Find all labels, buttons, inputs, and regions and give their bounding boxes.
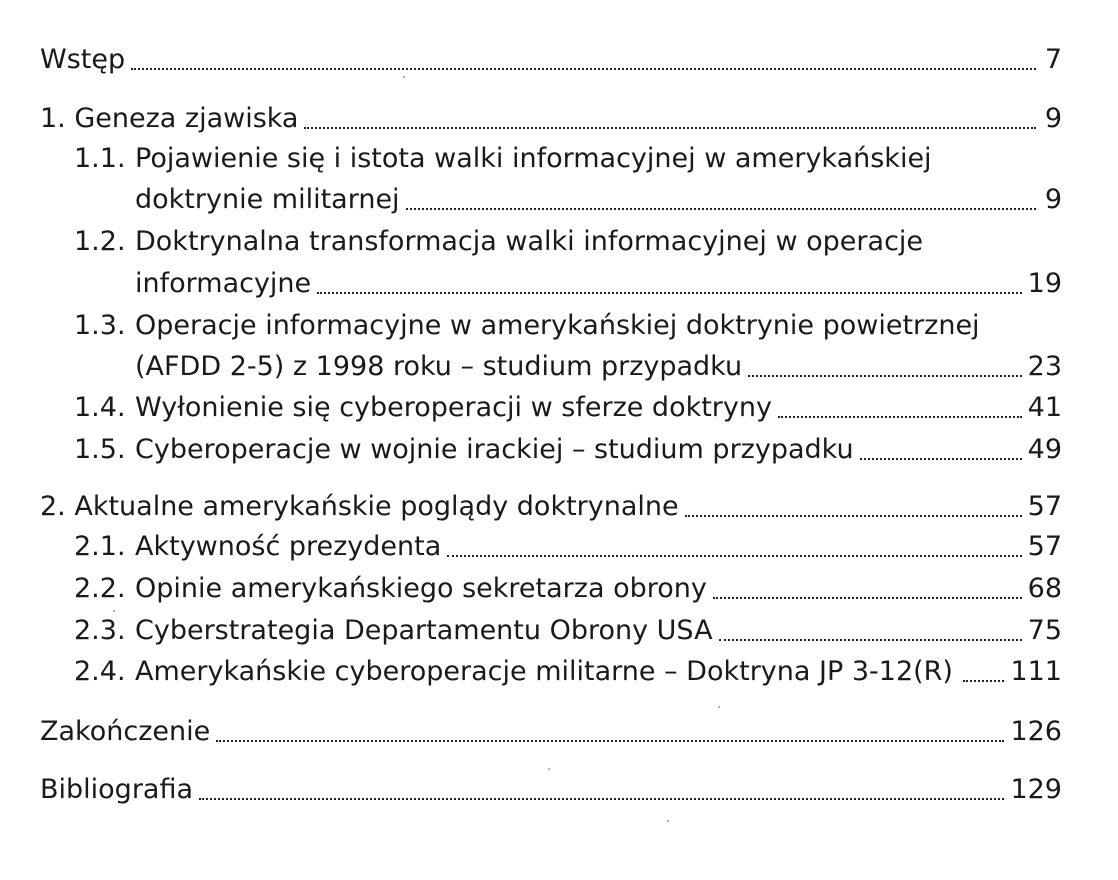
scan-speck xyxy=(113,610,115,612)
toc-section-number: 1.3. xyxy=(74,310,126,341)
scan-speck xyxy=(548,768,550,770)
dot-leader xyxy=(719,639,1022,641)
toc-page-number: 9 xyxy=(1044,184,1062,215)
toc-entry-title: Opinie amerykańskiego sekretarza obrony xyxy=(135,573,707,604)
dot-leader xyxy=(406,208,1036,210)
toc-entry-title: Zakończenie xyxy=(40,716,211,747)
toc-page-number: 7 xyxy=(1044,44,1062,75)
toc-page-number: 111 xyxy=(1010,656,1062,687)
dot-leader xyxy=(216,740,1004,742)
scan-speck xyxy=(403,76,405,78)
toc-entry-section-1-1 xyxy=(135,180,1062,220)
toc-page-number: 49 xyxy=(1027,434,1062,465)
toc-entry-title: Wstęp xyxy=(40,44,126,75)
toc-entry-title: Pojawienie się i istota walki informacyjnej w amerykańskiej xyxy=(135,143,932,174)
toc-section-number: 2.1. xyxy=(74,531,126,562)
toc-entry-conclusion xyxy=(40,712,1062,752)
toc-entry-section-2-4 xyxy=(135,652,1062,692)
toc-entry-title: Aktywność prezydenta xyxy=(135,531,442,562)
toc-page-number: 75 xyxy=(1027,615,1062,646)
toc-page-number: 41 xyxy=(1027,392,1062,423)
toc-entry-section-1-1-line1 xyxy=(135,139,1065,179)
dot-leader xyxy=(713,597,1022,599)
toc-entry-chapter-1 xyxy=(40,99,1062,139)
toc-entry-section-1-4 xyxy=(135,388,1062,428)
toc-entry-section-2-3 xyxy=(135,611,1062,651)
toc-section-number: 1.2. xyxy=(74,226,126,257)
toc-entry-title: 1. Geneza zjawiska xyxy=(40,103,299,134)
toc-entry-title-cont: doktrynie militarnej xyxy=(135,184,400,215)
toc-entry-title: Cyberstrategia Departamentu Obrony USA xyxy=(135,615,713,646)
dot-leader xyxy=(304,127,1036,129)
toc-section-number: 1.1. xyxy=(74,143,126,174)
toc-section-number: 2.4. xyxy=(74,656,126,687)
toc-section-number: 2.3. xyxy=(74,615,126,646)
toc-entry-chapter-2 xyxy=(40,487,1062,527)
toc-entry-title: 2. Aktualne amerykańskie poglądy doktrynalne xyxy=(40,491,679,522)
toc-page-number: 126 xyxy=(1010,716,1062,747)
toc-entry-title: Operacje informacyjne w amerykańskiej doktrynie powietrznej xyxy=(135,310,980,341)
toc-section-number: 1.4. xyxy=(74,392,126,423)
dot-leader xyxy=(778,416,1022,418)
dot-leader xyxy=(963,680,1005,682)
toc-entry-section-2-2 xyxy=(135,569,1062,609)
dot-leader xyxy=(317,292,1021,294)
toc-entry-title: Wyłonienie się cyberoperacji w sferze doktryny xyxy=(135,392,772,423)
toc-entry-section-1-3 xyxy=(135,347,1062,387)
toc-entry-title-cont: informacyjne xyxy=(135,268,312,299)
toc-entry-section-1-2-line1 xyxy=(135,222,1065,262)
scan-speck xyxy=(667,820,669,822)
toc-entry-section-1-5 xyxy=(135,430,1062,470)
toc-entry-title: Bibliografia xyxy=(40,774,194,805)
dot-leader xyxy=(199,798,1004,800)
toc-page-number: 23 xyxy=(1027,351,1062,382)
toc-entry-title: Amerykańskie cyberoperacje militarne – Doktryna JP 3-12(R) xyxy=(135,656,953,687)
dot-leader xyxy=(447,555,1021,557)
toc-page-number: 68 xyxy=(1027,573,1062,604)
toc-page-number: 9 xyxy=(1044,103,1062,134)
toc-entry-bibliography xyxy=(40,770,1062,810)
toc-entry-title: Doktrynalna transformacja walki informacyjnej w operacje xyxy=(135,226,924,257)
toc-page-number: 57 xyxy=(1027,491,1062,522)
scan-speck xyxy=(718,706,720,708)
toc-page-number: 19 xyxy=(1027,268,1062,299)
toc-entry-intro xyxy=(40,40,1062,80)
toc-page-number: 57 xyxy=(1027,531,1062,562)
dot-leader xyxy=(131,68,1036,70)
dot-leader xyxy=(685,515,1022,517)
toc-page-number: 129 xyxy=(1010,774,1062,805)
toc-entry-section-1-3-line1 xyxy=(135,306,1065,346)
toc-entry-section-1-2 xyxy=(135,264,1062,304)
dot-leader xyxy=(748,375,1022,377)
toc-section-number: 1.5. xyxy=(74,434,126,465)
toc-entry-title-cont: (AFDD 2-5) z 1998 roku – studium przypadku xyxy=(135,351,743,382)
toc-entry-section-2-1 xyxy=(135,527,1062,567)
dot-leader xyxy=(860,458,1022,460)
toc-section-number: 2.2. xyxy=(74,573,126,604)
toc-entry-title: Cyberoperacje w wojnie irackiej – studium przypadku xyxy=(135,434,854,465)
